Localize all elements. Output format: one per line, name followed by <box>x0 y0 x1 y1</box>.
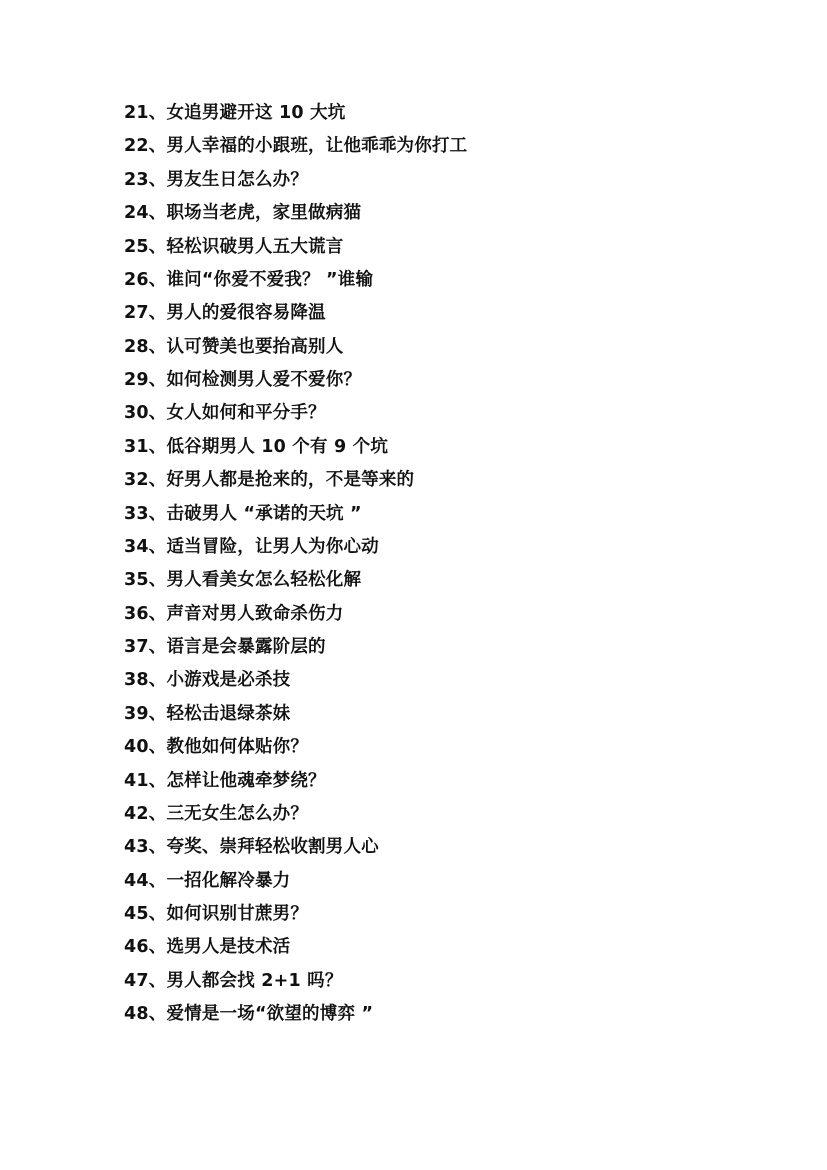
chapter-number: 45、 <box>124 904 167 924</box>
chapter-number: 47、 <box>124 970 167 991</box>
chapter-number: 36、 <box>124 603 167 624</box>
chapter-number: 33、 <box>124 503 167 524</box>
chapter-number: 27、 <box>124 303 167 324</box>
chapter-number: 46、 <box>124 937 167 958</box>
chapter-number: 22、 <box>124 136 167 157</box>
list-item <box>124 532 744 565</box>
list-item <box>124 999 744 1032</box>
list-item <box>124 465 744 498</box>
chapter-title: 男人都会找 2+1 吗？ <box>166 970 343 991</box>
chapter-title: 爱情是一场“欲望的博弈 ” <box>166 1004 374 1025</box>
list-item <box>124 966 744 999</box>
list-item <box>124 298 744 331</box>
chapter-title: 男人的爱很容易降温 <box>166 303 326 324</box>
list-item <box>124 499 744 532</box>
chapter-title: 男人幸福的小跟班，让他乖乖为你打工 <box>166 136 468 157</box>
chapter-number: 39、 <box>124 703 167 724</box>
list-item <box>124 265 744 298</box>
list-item <box>124 398 744 431</box>
chapter-title: 教他如何体贴你？ <box>166 737 309 758</box>
list-item <box>124 866 744 899</box>
list-item <box>124 432 744 465</box>
chapter-title: 轻松识破男人五大谎言 <box>166 236 344 257</box>
list-item <box>124 665 744 698</box>
chapter-title: 适当冒险，让男人为你心动 <box>166 536 379 557</box>
chapter-title: 认可赞美也要抬高别人 <box>166 336 344 357</box>
chapter-number: 38、 <box>124 670 167 691</box>
chapter-number: 43、 <box>124 837 167 858</box>
chapter-number: 24、 <box>124 203 167 224</box>
chapter-title: 一招化解冷暴力 <box>166 870 291 891</box>
list-item <box>124 832 744 865</box>
chapter-title: 击破男人 “承诺的天坑 ” <box>166 503 362 524</box>
chapter-title: 夸奖、崇拜轻松收割男人心 <box>166 837 379 858</box>
chapter-number: 25、 <box>124 236 167 257</box>
list-item <box>124 932 744 965</box>
chapter-number: 40、 <box>124 737 167 758</box>
chapter-list <box>124 98 744 1033</box>
chapter-title: 怎样让他魂牵梦绕？ <box>166 770 326 791</box>
chapter-number: 42、 <box>124 803 167 824</box>
chapter-number: 23、 <box>124 169 167 190</box>
chapter-title: 三无女生怎么办？ <box>166 803 309 824</box>
chapter-title: 声音对男人致命杀伤力 <box>166 603 344 624</box>
list-item <box>124 198 744 231</box>
chapter-number: 32、 <box>124 470 167 491</box>
chapter-title: 女人如何和平分手？ <box>166 403 326 424</box>
chapter-number: 31、 <box>124 436 167 457</box>
list-item <box>124 766 744 799</box>
chapter-number: 37、 <box>124 637 167 657</box>
list-item <box>124 599 744 632</box>
list-item <box>124 899 744 932</box>
chapter-title: 轻松击退绿茶妹 <box>166 703 291 724</box>
chapter-title: 语言是会暴露阶层的 <box>166 637 326 657</box>
list-item <box>124 232 744 265</box>
chapter-number: 21、 <box>124 103 167 123</box>
list-item <box>124 799 744 832</box>
list-item <box>124 632 744 665</box>
chapter-title: 好男人都是抢来的，不是等来的 <box>166 470 415 491</box>
chapter-title: 职场当老虎，家里做病猫 <box>166 203 362 224</box>
list-item <box>124 565 744 598</box>
chapter-title: 低谷期男人 10 个有 9 个坑 <box>166 436 389 457</box>
chapter-title: 如何检测男人爱不爱你？ <box>166 370 362 390</box>
chapter-title: 小游戏是必杀技 <box>166 670 291 691</box>
list-item <box>124 98 744 131</box>
chapter-number: 48、 <box>124 1004 167 1025</box>
chapter-number: 44、 <box>124 870 167 891</box>
chapter-title: 女追男避开这 10 大坑 <box>166 103 346 123</box>
list-item <box>124 699 744 732</box>
chapter-title: 谁问“你爱不爱我？ ”谁输 <box>166 269 374 290</box>
list-item <box>124 365 744 398</box>
chapter-title: 如何识别甘蔗男？ <box>166 904 309 924</box>
chapter-number: 30、 <box>124 403 167 424</box>
chapter-number: 28、 <box>124 336 167 357</box>
chapter-number: 34、 <box>124 536 167 557</box>
chapter-number: 29、 <box>124 370 167 390</box>
chapter-number: 41、 <box>124 770 167 791</box>
list-item <box>124 332 744 365</box>
chapter-title: 选男人是技术活 <box>166 937 291 958</box>
list-item <box>124 165 744 198</box>
chapter-number: 35、 <box>124 570 167 591</box>
list-item <box>124 732 744 765</box>
chapter-title: 男友生日怎么办？ <box>166 169 309 190</box>
list-item <box>124 131 744 164</box>
chapter-title: 男人看美女怎么轻松化解 <box>166 570 362 591</box>
chapter-number: 26、 <box>124 269 167 290</box>
